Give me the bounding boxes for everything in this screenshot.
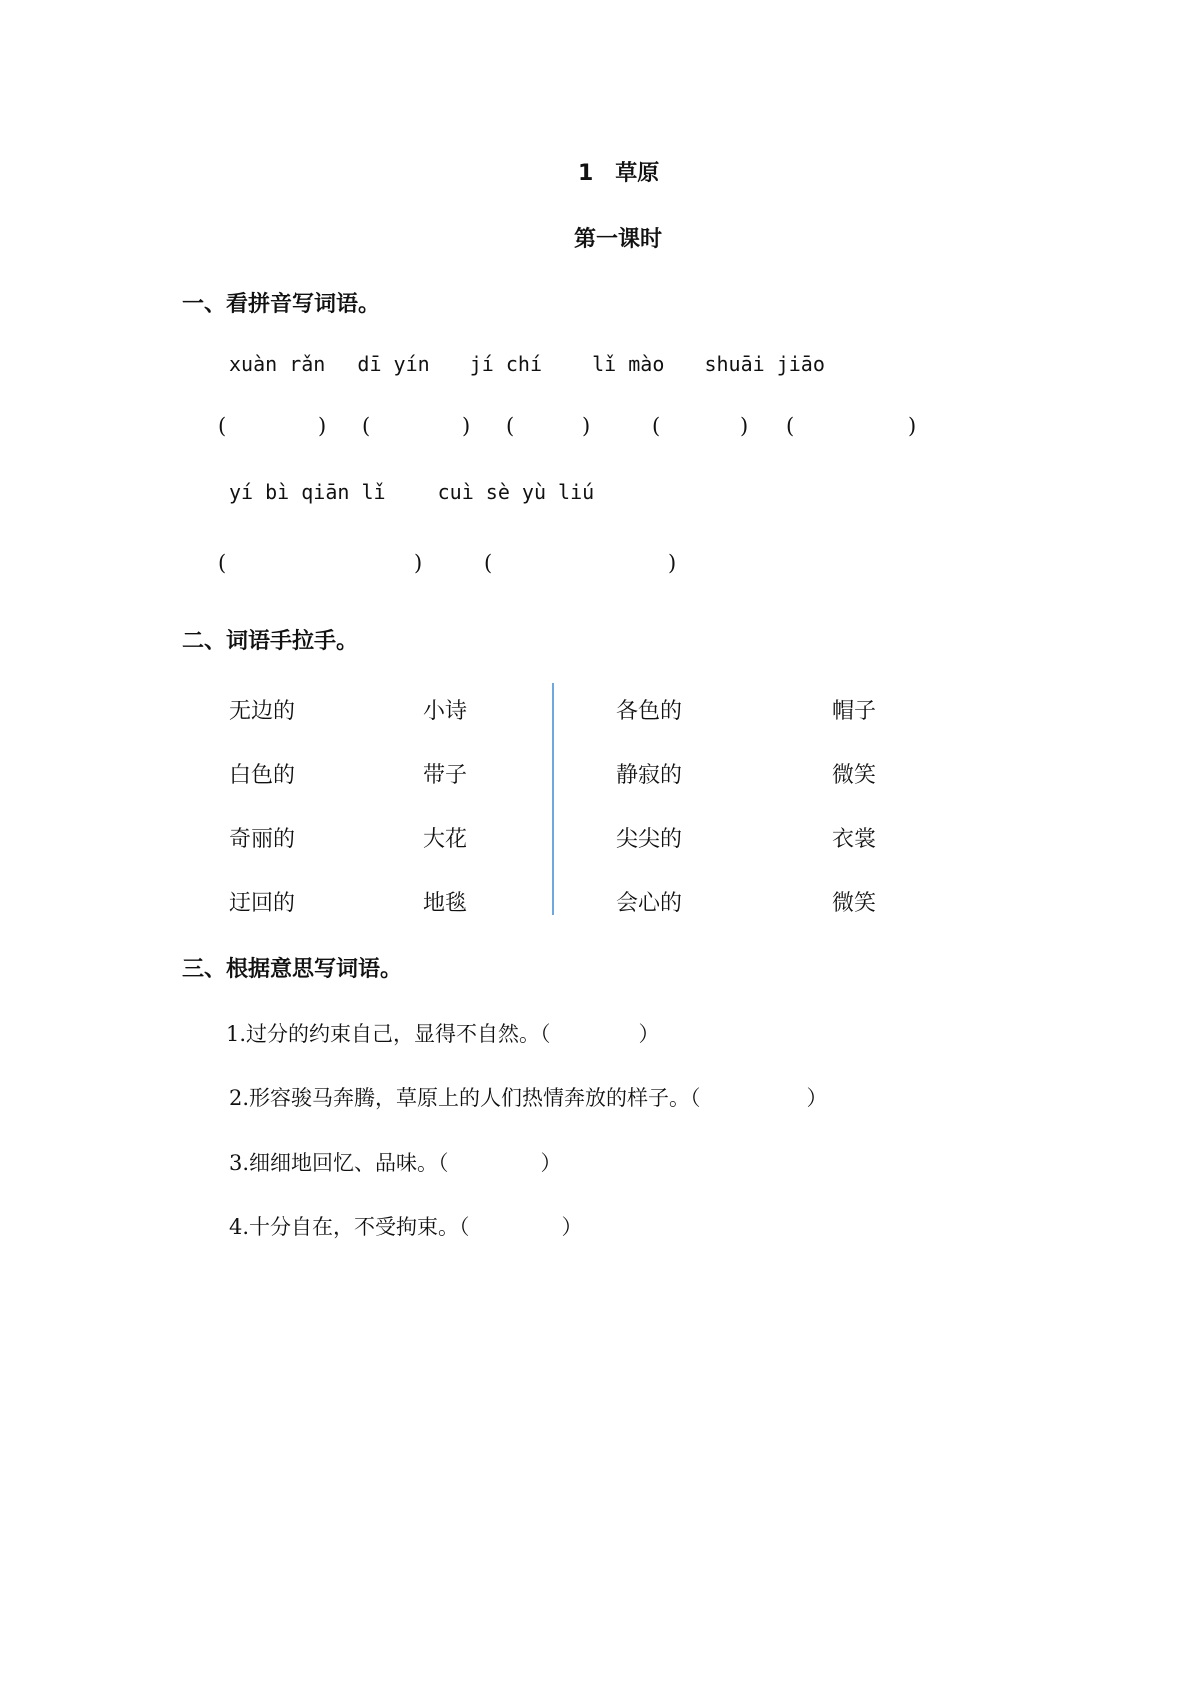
pinyin-item: cuì sè yù liú <box>437 480 595 504</box>
pinyin-item: lǐ mào <box>592 352 665 376</box>
word-left-b-2: 带子 <box>423 763 468 788</box>
answer-blank-3-close: ) <box>582 414 591 438</box>
word-right-a-2: 静寂的 <box>616 763 683 788</box>
answer-blank-4-close: ) <box>740 414 749 438</box>
word-left-b-1: 小诗 <box>423 699 468 724</box>
pinyin-item: shuāi jiāo <box>704 352 825 376</box>
word-left-a-2: 白色的 <box>229 763 296 788</box>
section-1-heading: 一、看拼音写词语。 <box>182 292 381 317</box>
word-right-a-3: 尖尖的 <box>616 827 683 852</box>
word-right-b-2: 微笑 <box>832 763 877 788</box>
answer-blank-5-close: ) <box>908 414 917 438</box>
lesson-subtitle: 第一课时 <box>574 227 663 252</box>
word-left-a-4: 迂回的 <box>229 891 296 916</box>
section-2-heading: 二、词语手拉手。 <box>182 629 359 654</box>
question-text: 2.形容骏马奔腾，草原上的人们热情奔放的样子。（ <box>229 1086 701 1110</box>
pinyin-item: jí chí <box>469 352 543 376</box>
pinyin-item: dī yín <box>357 352 430 376</box>
answer-blank-6-open: ( <box>218 551 227 575</box>
answer-blank-4-open: ( <box>652 414 661 438</box>
word-left-a-3: 奇丽的 <box>229 827 296 852</box>
question-text: 4.十分自在，不受拘束。（ <box>229 1215 470 1239</box>
answer-blank-2-open: ( <box>362 414 371 438</box>
word-right-a-4: 会心的 <box>616 891 683 916</box>
answer-blank-6-close: ) <box>414 551 423 575</box>
word-right-b-4: 微笑 <box>832 891 877 916</box>
question-1: 1.过分的约束自己，显得不自然。（ ） <box>226 1022 660 1046</box>
answer-blank-7-open: ( <box>484 551 493 575</box>
pinyin-row-2 <box>229 480 594 504</box>
question-text: 3.细细地回忆、品味。（ <box>229 1151 449 1175</box>
word-left-a-1: 无边的 <box>229 699 296 724</box>
question-4: 4.十分自在，不受拘束。（ ） <box>229 1215 583 1239</box>
question-text: 1.过分的约束自己，显得不自然。（ <box>226 1022 551 1046</box>
pinyin-item: yí bì qiān lǐ <box>229 480 386 504</box>
lesson-title: 1 草原 <box>578 161 660 186</box>
answer-blank-1-close: ) <box>318 414 327 438</box>
word-right-a-1: 各色的 <box>616 699 683 724</box>
word-left-b-3: 大花 <box>423 827 468 852</box>
word-right-b-1: 帽子 <box>832 699 877 724</box>
answer-blank-5-open: ( <box>786 414 795 438</box>
matching-divider <box>552 683 554 915</box>
answer-blank-1-open: ( <box>218 414 227 438</box>
answer-blank-2-close: ) <box>462 414 471 438</box>
pinyin-item: xuàn rǎn <box>229 352 326 376</box>
question-3: 3.细细地回忆、品味。（ ） <box>229 1151 562 1175</box>
pinyin-row-1 <box>229 352 825 376</box>
answer-blank-3-open: ( <box>506 414 515 438</box>
section-3-heading: 三、根据意思写词语。 <box>182 957 403 982</box>
word-left-b-4: 地毯 <box>423 891 468 916</box>
word-right-b-3: 衣裳 <box>832 827 877 852</box>
question-2: 2.形容骏马奔腾，草原上的人们热情奔放的样子。（ ） <box>229 1086 828 1110</box>
answer-blank-7-close: ) <box>668 551 677 575</box>
